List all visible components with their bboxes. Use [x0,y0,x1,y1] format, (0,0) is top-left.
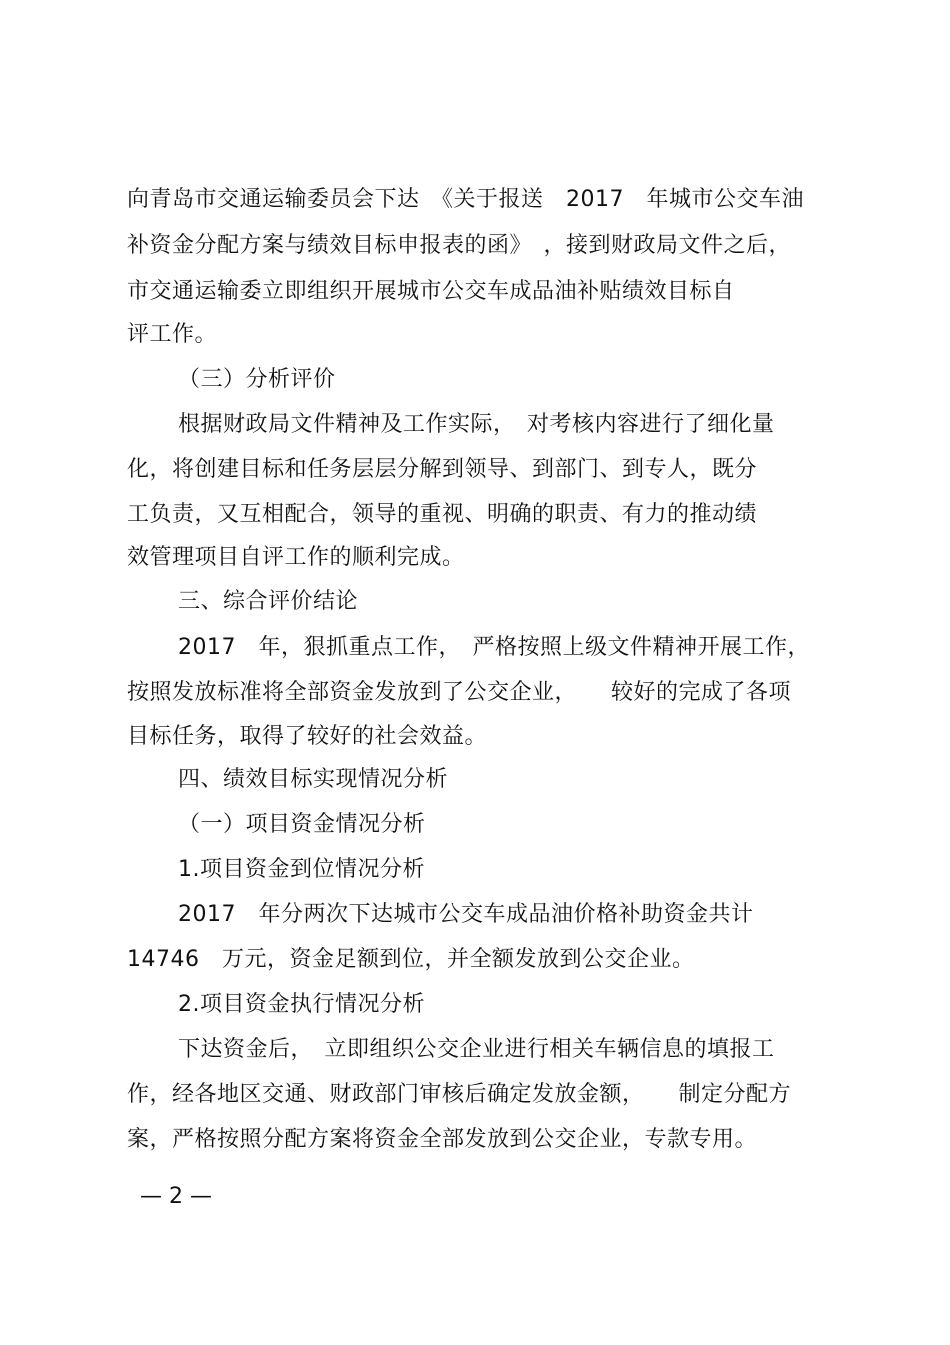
paragraph-5-line-3: 案，严格按照分配方案将资金全部发放到公交企业，专款专用。 [127,1127,758,1152]
paragraph-1-line-3: 市交通运输委立即组织开展城市公交车成品油补贴绩效目标自 [127,279,735,304]
paragraph-3-line-1: 2017 年，狠抓重点工作， 严格按照上级文件精神开展工作， [178,635,810,660]
heading-analysis: （三）分析评价 [178,367,336,392]
paragraph-1-line-4: 评工作。 [127,322,218,347]
paragraph-5-line-2: 作，经各地区交通、财政部门审核后确定发放金额， 制定分配方 [127,1082,792,1107]
paragraph-4-line-2: 14746 万元，资金足额到位，并全额发放到公交企业。 [127,947,695,972]
page-number: — 2 — [140,1184,212,1209]
paragraph-2-line-3: 工负责，又互相配合，领导的重视、明确的职责、有力的推动绩 [127,502,758,527]
heading-performance: 四、绩效目标实现情况分析 [178,767,449,792]
heading-funds-execution: 2.项目资金执行情况分析 [178,992,425,1017]
paragraph-1-line-1: 向青岛市交通运输委员会下达 《关于报送 2017 年城市公交车油 [127,187,804,212]
heading-funds-arrival: 1.项目资金到位情况分析 [178,857,425,882]
heading-conclusion: 三、综合评价结论 [178,589,359,614]
paragraph-2-line-4: 效管理项目自评工作的顺利完成。 [127,545,465,570]
paragraph-3-line-3: 目标任务，取得了较好的社会效益。 [127,724,488,749]
heading-funds: （一）项目资金情况分析 [178,812,426,837]
paragraph-2-line-1: 根据财政局文件精神及工作实际， 对考核内容进行了细化量 [178,412,775,437]
paragraph-2-line-2: 化，将创建目标和任务层层分解到领导、到部门、到专人，既分 [127,457,758,482]
paragraph-3-line-2: 按照发放标准将全部资金发放到了公交企业， 较好的完成了各项 [127,680,792,705]
paragraph-1-line-2: 补资金分配方案与绩效目标申报表的函》 ，接到财政局文件之后， [127,233,792,258]
paragraph-5-line-1: 下达资金后， 立即组织公交企业进行相关车辆信息的填报工 [178,1037,775,1062]
paragraph-4-line-1: 2017 年分两次下达城市公交车成品油价格补助资金共计 [178,902,754,927]
